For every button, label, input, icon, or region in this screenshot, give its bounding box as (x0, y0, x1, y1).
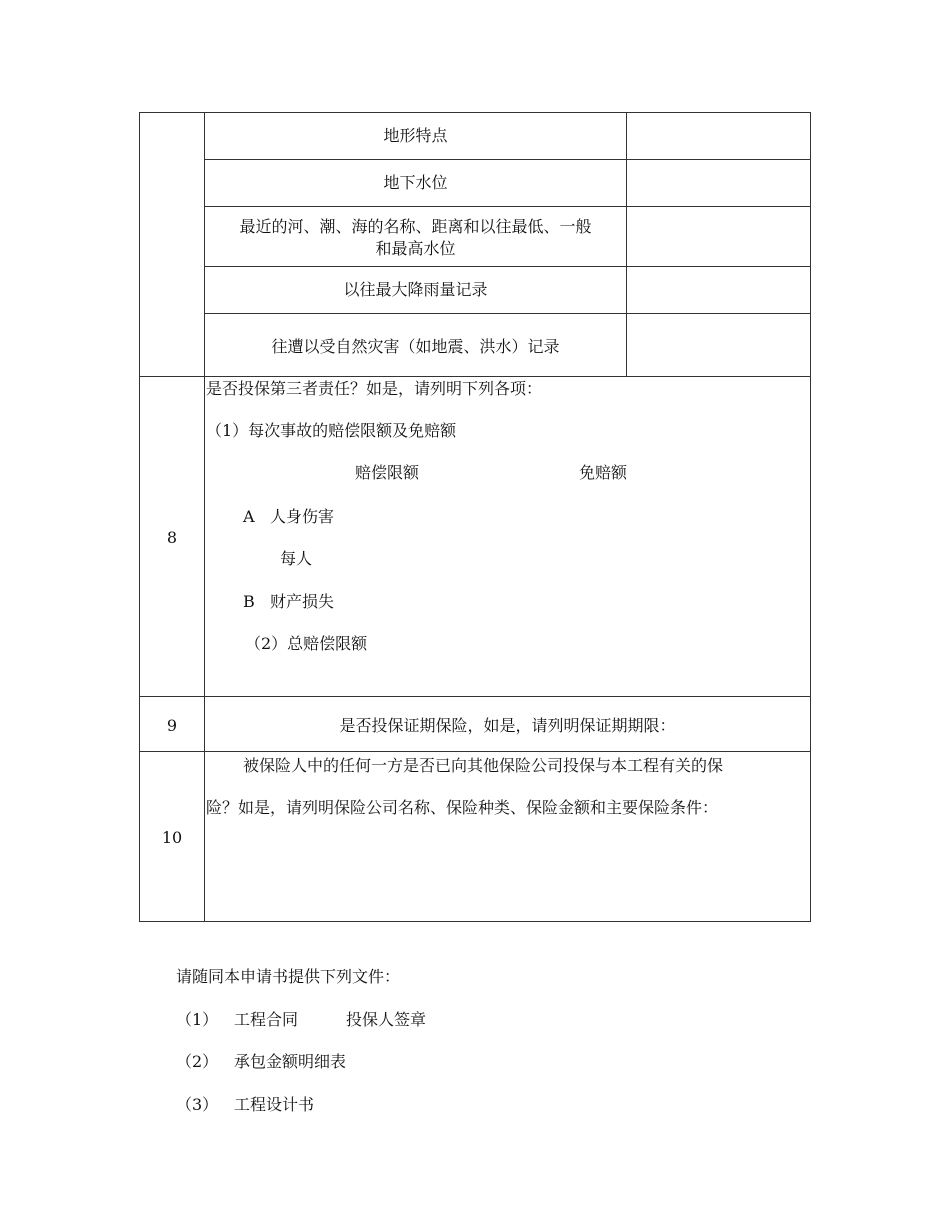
signature-label: 投保人签章 (346, 1010, 427, 1029)
item-10-line1: 被保险人中的任何一方是否已向其他保险公司投保与本工程有关的保 (243, 756, 724, 775)
bodily-injury-letter: A (243, 507, 255, 526)
bodily-injury-label: 人身伤害 (270, 507, 335, 526)
item-8-number: 8 (166, 528, 178, 547)
deductible-column-header: 免赔额 (579, 463, 628, 482)
row-divider (139, 696, 811, 697)
doc-3-number: （3） (176, 1095, 219, 1114)
terrain-label: 地形特点 (383, 126, 448, 145)
value-column-divider (626, 112, 627, 377)
per-person-label: 每人 (280, 549, 313, 568)
item-8-sub1: （1）每次事故的赔偿限额及免赔额 (206, 421, 457, 440)
item-9-question: 是否投保证期保险，如是，请列明保证期期限： (339, 716, 676, 735)
item-10-number: 10 (161, 828, 183, 847)
table-border-bottom (139, 921, 811, 922)
row-divider (139, 376, 811, 377)
row-divider (204, 313, 811, 314)
water-body-label-line2: 和最高水位 (375, 239, 456, 258)
property-damage-label: 财产损失 (270, 592, 335, 611)
doc-3-text: 工程设计书 (234, 1095, 315, 1114)
row-divider (204, 159, 811, 160)
doc-1-number: （1） (176, 1010, 219, 1029)
doc-2-text: 承包金额明细表 (234, 1052, 347, 1071)
water-body-label-line1: 最近的河、潮、海的名称、距离和以往最低、一般 (239, 217, 592, 236)
property-damage-letter: B (243, 592, 255, 611)
groundwater-label: 地下水位 (383, 173, 448, 192)
item-8-question: 是否投保第三者责任？如是，请列明下列各项： (206, 379, 543, 398)
doc-2-number: （2） (176, 1052, 219, 1071)
table-border-right (810, 112, 811, 922)
item-10-line2: 险？如是，请列明保险公司名称、保险种类、保险金额和主要保险条件： (206, 798, 719, 817)
limit-column-header: 赔偿限额 (355, 463, 420, 482)
disaster-label: 往遭以受自然灾害（如地震、洪水）记录 (271, 337, 560, 356)
doc-1-text: 工程合同 (234, 1010, 299, 1029)
rainfall-label: 以往最大降雨量记录 (343, 280, 488, 299)
item-8-sub2: （2）总赔偿限额 (245, 634, 368, 653)
item-9-number: 9 (166, 716, 178, 735)
table-border-left (139, 112, 140, 922)
row-divider (139, 751, 811, 752)
row-divider (204, 206, 811, 207)
documents-intro: 请随同本申请书提供下列文件： (176, 967, 401, 986)
row-divider (204, 266, 811, 267)
table-border-top (139, 112, 811, 113)
